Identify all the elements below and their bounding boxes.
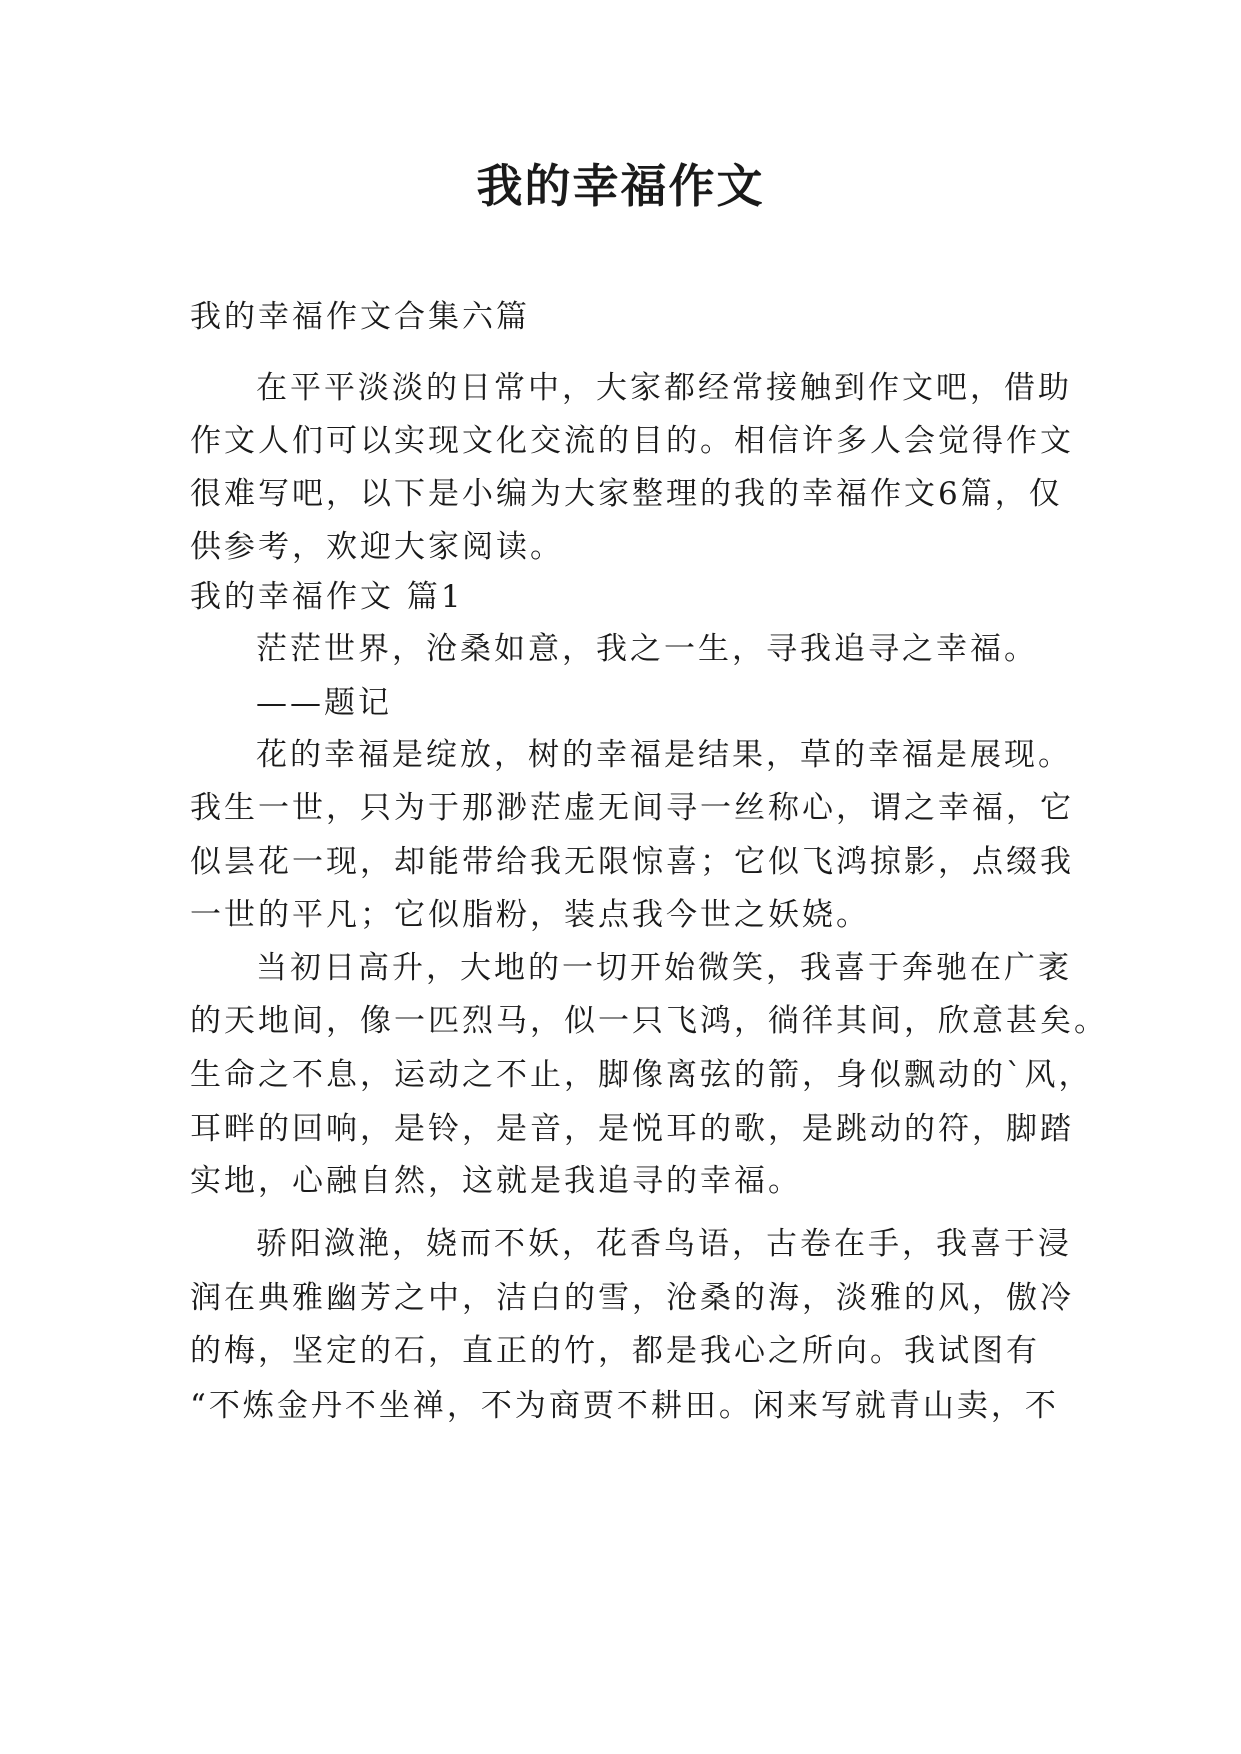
body-line-12: 的梅，坚定的石，直正的竹，都是我心之所向。我试图有 — [190, 1333, 1040, 1369]
intro-line-2: 作文人们可以实现文化交流的目的。相信许多人会觉得作文 — [190, 423, 1074, 459]
body-line-4: 一世的平凡；它似脂粉，装点我今世之妖娆。 — [190, 897, 870, 933]
epigraph-source: ——题记 — [256, 685, 392, 721]
body-line-6: 的天地间，像一匹烈马，似一只飞鸿，徜徉其间，欣意甚矣。 — [190, 1003, 1108, 1039]
body-line-7: 生命之不息，运动之不止，脚像离弦的箭，身似飘动的`风， — [190, 1057, 1093, 1093]
subtitle: 我的幸福作文合集六篇 — [190, 299, 530, 335]
intro-line-3: 很难写吧，以下是小编为大家整理的我的幸福作文6篇，仅 — [190, 476, 1063, 512]
epigraph: 茫茫世界，沧桑如意，我之一生，寻我追寻之幸福。 — [256, 631, 1038, 667]
intro-line-4: 供参考，欢迎大家阅读。 — [190, 529, 564, 565]
body-line-5: 当初日高升，大地的一切开始微笑，我喜于奔驰在广袤 — [256, 950, 1072, 986]
section-heading: 我的幸福作文 篇1 — [190, 579, 464, 615]
body-line-3: 似昙花一现，却能带给我无限惊喜；它似飞鸿掠影，点缀我 — [190, 844, 1074, 880]
body-line-9: 实地，心融自然，这就是我追寻的幸福。 — [190, 1163, 802, 1199]
body-line-10: 骄阳潋滟，娆而不妖，花香鸟语，古卷在手，我喜于浸 — [256, 1226, 1072, 1262]
document-title: 我的幸福作文 — [476, 159, 765, 213]
body-line-8: 耳畔的回响，是铃，是音，是悦耳的歌，是跳动的符，脚踏 — [190, 1111, 1074, 1147]
body-line-13: “不炼金丹不坐禅，不为商贾不耕田。闲来写就青山卖，不 — [190, 1388, 1059, 1424]
body-line-1: 花的幸福是绽放，树的幸福是结果，草的幸福是展现。 — [256, 737, 1072, 773]
intro-line-1: 在平平淡淡的日常中，大家都经常接触到作文吧，借助 — [256, 370, 1072, 406]
body-line-2: 我生一世，只为于那渺茫虚无间寻一丝称心，谓之幸福，它 — [190, 790, 1074, 826]
body-line-11: 润在典雅幽芳之中，洁白的雪，沧桑的海，淡雅的风，傲冷 — [190, 1280, 1074, 1316]
